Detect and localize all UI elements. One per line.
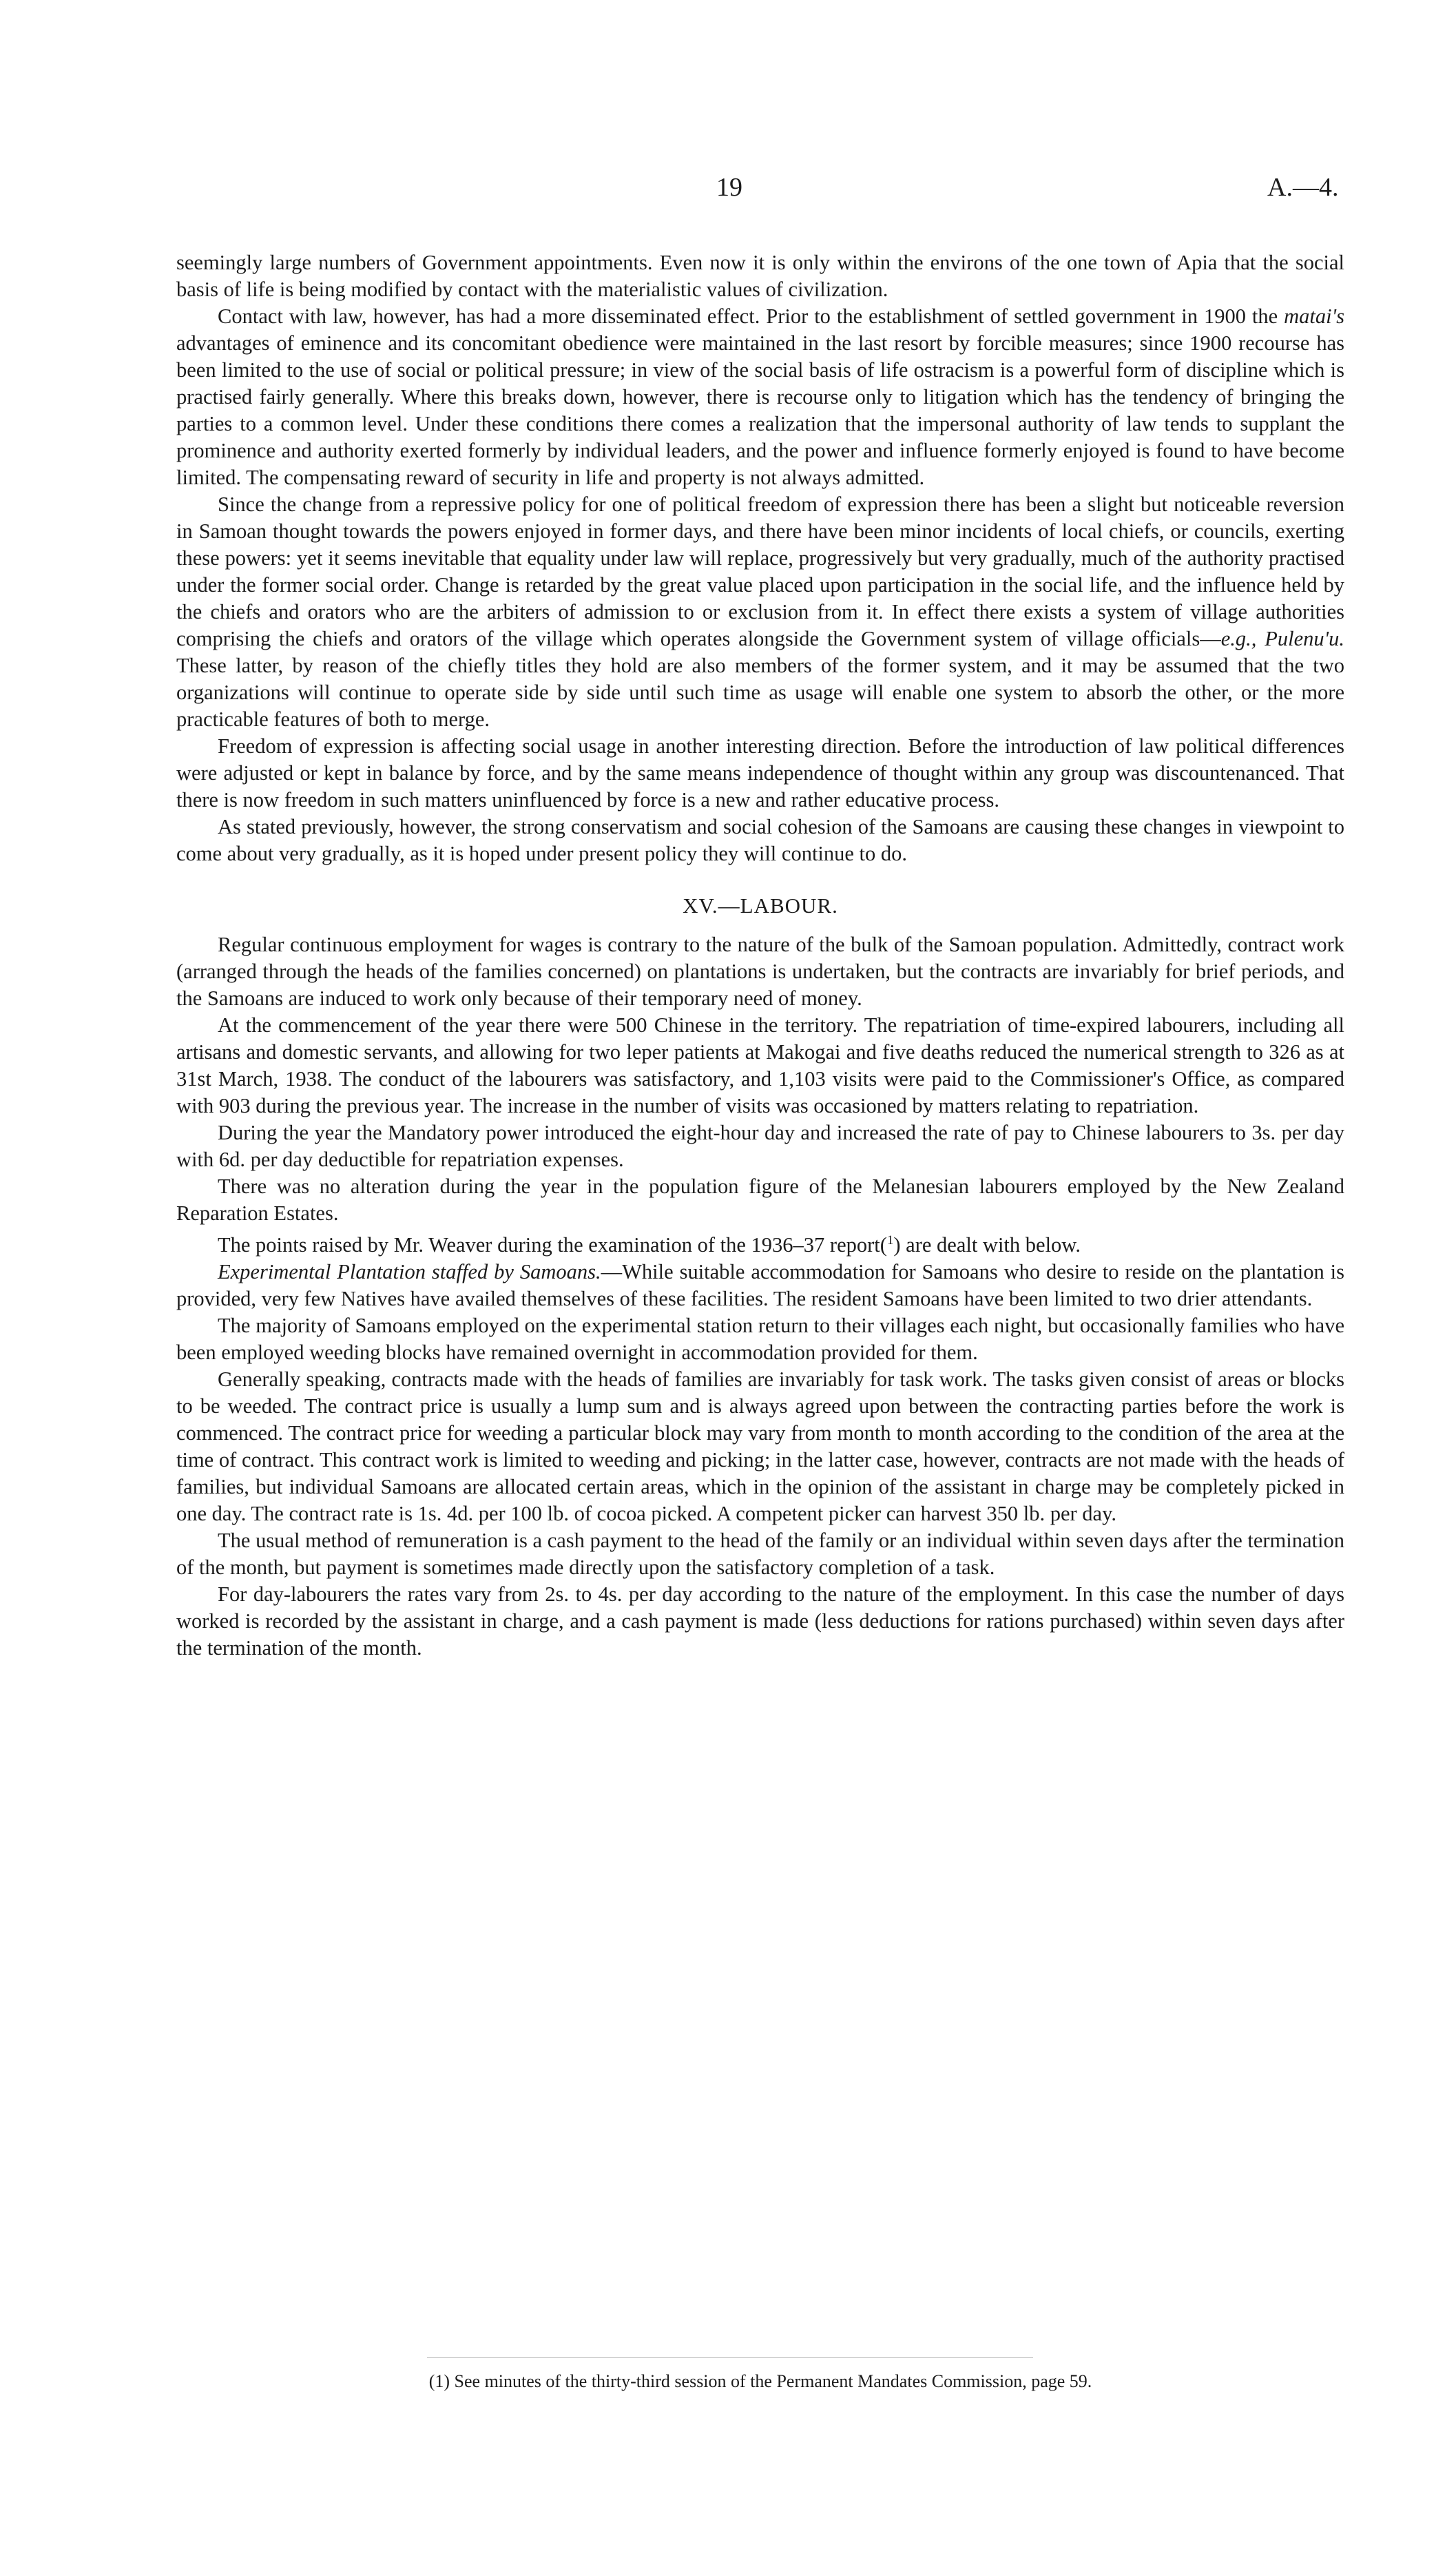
paragraph-continuation: seemingly large numbers of Government appointments. Even now it is only within the environs of the one town of Apia that the social basis of life is being modified by contact with the materialistic values of civilization. [176,251,1344,301]
paragraph-regular-employment: Regular continuous employment for wages is contrary to the nature of the bulk of the Samoan population. Admittedly, contract work (arranged through the heads of the families concerned) on plantations is undertaken, but the contracts are invariably for brief periods, and the Samoans are induced to work only because of their temporary need of money. [176,933,1344,1010]
body-text [176,249,1344,1662]
paragraph-eight-hour-day: During the year the Mandatory power introduced the eight-hour day and increased the rate of pay to Chinese labourers to 3s. per day with 6d. per day deductible for repatriation expenses. [176,1121,1344,1171]
paragraph-melanesian-labourers: There was no alteration during the year in the population figure of the Melanesian labourers employed by the New Zealand Reparation Estates. [176,1175,1344,1225]
footnote-divider [427,2357,1033,2358]
paragraph-conservatism: As stated previously, however, the strong conservatism and social cohesion of the Samoans are causing these changes in viewpoint to come about very gradually, as it is hoped under present policy they will continue to do. [176,815,1344,865]
italic-term-matai: matai's [1284,304,1344,328]
paragraph-remuneration: The usual method of remuneration is a cash payment to the head of the family or an individual within seven days after the termination of the month, but payment is sometimes made directly upon the satisfactory completion of a task. [176,1529,1344,1580]
paragraph-text: Since the change from a repressive policy for one of political freedom of expression there has been a slight but noticeable reversion in Samoan thought towards the powers enjoyed in former days, and there have been minor incidents of local chiefs, or councils, exerting these powers: yet it seems inevitable that equality under law will replace, progressively but very gradually, much of the authority practised under the former social order. Change is retarded by the great value placed upon participation in the social life, and the influence held by the chiefs and orators who are the arbiters of admission to or exclusion from it. In effect there exists a system of village authorities comprising the chiefs and orators of the village which operates alongside the Government system of village officials— [176,493,1344,650]
paragraph-experimental-plantation [176,1259,1344,1312]
paragraph-day-labourers: For day-labourers the rates vary from 2s. to 4s. per day according to the nature of the employment. In this case the number of days worked is recorded by the assistant in charge, and a cash payment is made (less deductions for rations purchased) within seven days after the termination of the month. [176,1582,1344,1660]
section-heading-labour: XV.—LABOUR. [683,894,838,918]
italic-term-pulenuu: e.g., Pulenu'u. [1220,627,1344,650]
paragraph-task-work-contracts: Generally speaking, contracts made with the heads of families are invariably for task work. The tasks given consist of areas or blocks to be weeded. The contract price is usually a lump sum and is always agreed upon between the contracting parties before the work is commenced. The contract price for weeding a particular block may vary from month to month according to the condition of the area at the time of contract. This contract work is limited to weeding and picking; in the latter case, however, contracts are not made with the heads of families, but individual Samoans are allocated certain areas, which in the opinion of the assistant in charge may be completely picked in one day. The contract rate is 1s. 4d. per 100 lb. of cocoa picked. A competent picker can harvest 350 lb. per day. [176,1367,1344,1526]
paragraph-weaver-points [176,1227,1344,1259]
paragraph-text: —While suitable accommodation for Samoans who desire to reside on the plantation is provided, very few Natives have availed themselves of these facilities. The resident Samoans have been limited to two drier attendants. [176,1260,1344,1311]
paragraph-text: advantages of eminence and its concomitant obedience were maintained in the last resort by forcible measures; since 1900 recourse has been limited to the use of social or political pressure; in view of the social basis of life ostracism is a powerful form of discipline which is practised fairly generally. Where this breaks down, however, there is recourse only to litigation which has the tendency of bringing the parties to a common level. Under these conditions there comes a realization that the impersonal authority of law tends to supplant the prominence and authority exerted formerly by individual leaders, and the power and influence formerly enjoyed is found to have become limited. The compensating reward of security in life and property is not always admitted. [176,331,1344,489]
paragraph-text: The points raised by Mr. Weaver during the examination of the 1936–37 report( [218,1233,887,1257]
paragraph-chinese-labourers: At the commencement of the year there were 500 Chinese in the territory. The repatriation of time-expired labourers, including all artisans and domestic servants, and allowing for two leper patients at Makogai and five deaths reduced the numerical strength to 326 as at 31st March, 1938. The conduct of the labourers was satisfactory, and 1,103 visits were paid to the Commissioner's Office, as compared with 903 during the previous year. The increase in the number of visits was occasioned by matters relating to repatriation. [176,1013,1344,1117]
document-reference: A.—4. [1267,173,1339,202]
italic-subheading-experimental-plantation: Experimental Plantation staffed by Samoans. [218,1260,601,1284]
paragraph-text: Contact with law, however, has had a more disseminated effect. Prior to the establishment of settled government in 1900 the [218,304,1285,328]
paragraph-text: ) are dealt with below. [893,1233,1081,1257]
paragraph-political-freedom [176,491,1344,733]
footnote-reference: 1 [886,1233,894,1248]
paragraph-contact-with-law [176,303,1344,491]
paragraph-text: These latter, by reason of the chiefly titles they hold are also members of the former system, and it may be assumed that the two organizations will continue to operate side by side until such time as usage will enable one system to absorb the other, or the more practicable features of both to merge. [176,654,1344,731]
footnote [176,2370,1344,2393]
footnote-text: See minutes of the thirty-third session of the Permanent Mandates Commission, page 59. [450,2371,1092,2391]
footnote-marker: (1) [428,2371,450,2391]
paragraph-freedom-of-expression: Freedom of expression is affecting social usage in another interesting direction. Before the introduction of law political differences were adjusted or kept in balance by force, and by the same means independence of thought within any group was discountenanced. That there is now freedom in such matters uninfluenced by force is a new and rather educative process. [176,734,1344,812]
paragraph-samoans-return-home: The majority of Samoans employed on the experimental station return to their villages each night, but occasionally families who have been employed weeding blocks have remained overnight in accommodation provided for them. [176,1314,1344,1365]
page-number: 19 [716,173,742,202]
